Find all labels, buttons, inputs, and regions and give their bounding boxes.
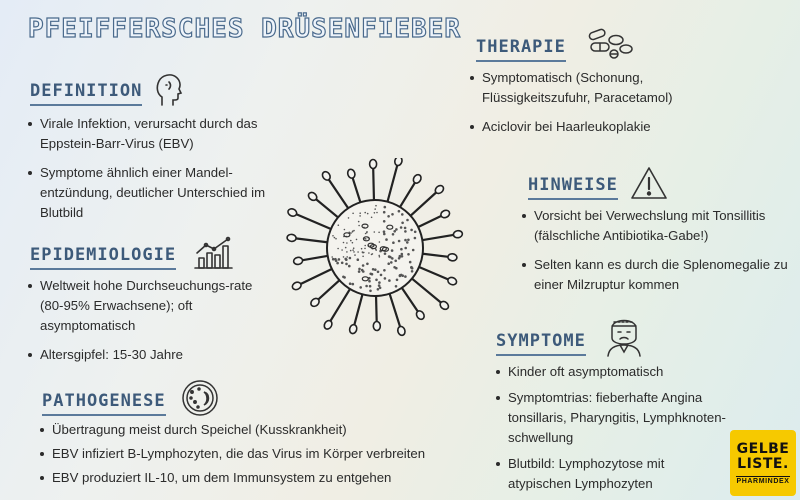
head-profile-icon: [154, 72, 184, 113]
list-item: Kinder oft asymptomatisch: [494, 362, 730, 382]
list-item: Symptomatisch (Schonung, Flüssigkeitszufuhr, Paracetamol): [468, 68, 738, 108]
list-item: Virale Infektion, verursacht durch das Eppstein-Barr-Virus (EBV): [26, 114, 296, 154]
warning-icon: [630, 166, 668, 205]
page-title: PFEIFFERSCHES DRÜSENFIEBER: [28, 14, 461, 44]
list-item: Symptome ähnlich einer Mandel-entzündung, deutlicher Unterschied im Blutbild: [26, 163, 296, 223]
list-item: EBV produziert IL-10, um dem Immunsystem zu entgehen: [38, 468, 478, 488]
therapie-heading: THERAPIE: [476, 36, 566, 62]
list-item: Symptomtrias: fieberhafte Angina tonsillaris, Pharyngitis, Lymphknoten-schwellung: [494, 388, 730, 448]
list-item: Aciclovir bei Haarleukoplakie: [468, 117, 738, 137]
list-item: Vorsicht bei Verwechslung mit Tonsillitis (fälschliche Antibiotika-Gabe!): [520, 206, 796, 246]
sick-person-icon: [606, 312, 642, 363]
list-item: Altersgipfel: 15-30 Jahre: [26, 345, 276, 365]
definition-heading: DEFINITION: [30, 80, 142, 106]
symptome-heading: SYMPTOME: [496, 330, 586, 356]
pathogenese-heading: PATHOGENESE: [42, 390, 166, 416]
hinweise-heading: HINWEISE: [528, 174, 618, 200]
therapie-list: [468, 68, 738, 146]
list-item: Übertragung meist durch Speichel (Kusskrankheit): [38, 420, 478, 440]
hinweise-list: [520, 206, 796, 304]
bar-chart-icon: [192, 236, 234, 275]
logo-line-2: LISTE.: [737, 455, 789, 472]
epidemiologie-list: [26, 276, 276, 374]
definition-list: [26, 114, 296, 232]
list-item: Weltweit hohe Durchseuchungs-rate (80-95% Erwachsene); oft asymptomatisch: [26, 276, 276, 336]
logo-line-3: PHARMINDEX: [736, 477, 790, 485]
list-item: Selten kann es durch die Splenomegalie zu einer Milzruptur kommen: [520, 255, 796, 295]
cell-icon: [180, 378, 220, 423]
list-item: EBV infiziert B-Lymphozyten, die das Virus im Körper verbreiten: [38, 444, 478, 464]
pathogenese-list: [38, 420, 478, 492]
symptome-list: [494, 362, 730, 500]
epidemiologie-heading: EPIDEMIOLOGIE: [30, 244, 176, 270]
list-item: Blutbild: Lymphozytose mit atypischen Lymphozyten: [494, 454, 730, 494]
pills-icon: [586, 26, 634, 67]
gelbe-liste-logo: [730, 430, 796, 496]
logo-line-1: GELBE: [736, 440, 790, 457]
virus-illustration: [272, 158, 478, 343]
